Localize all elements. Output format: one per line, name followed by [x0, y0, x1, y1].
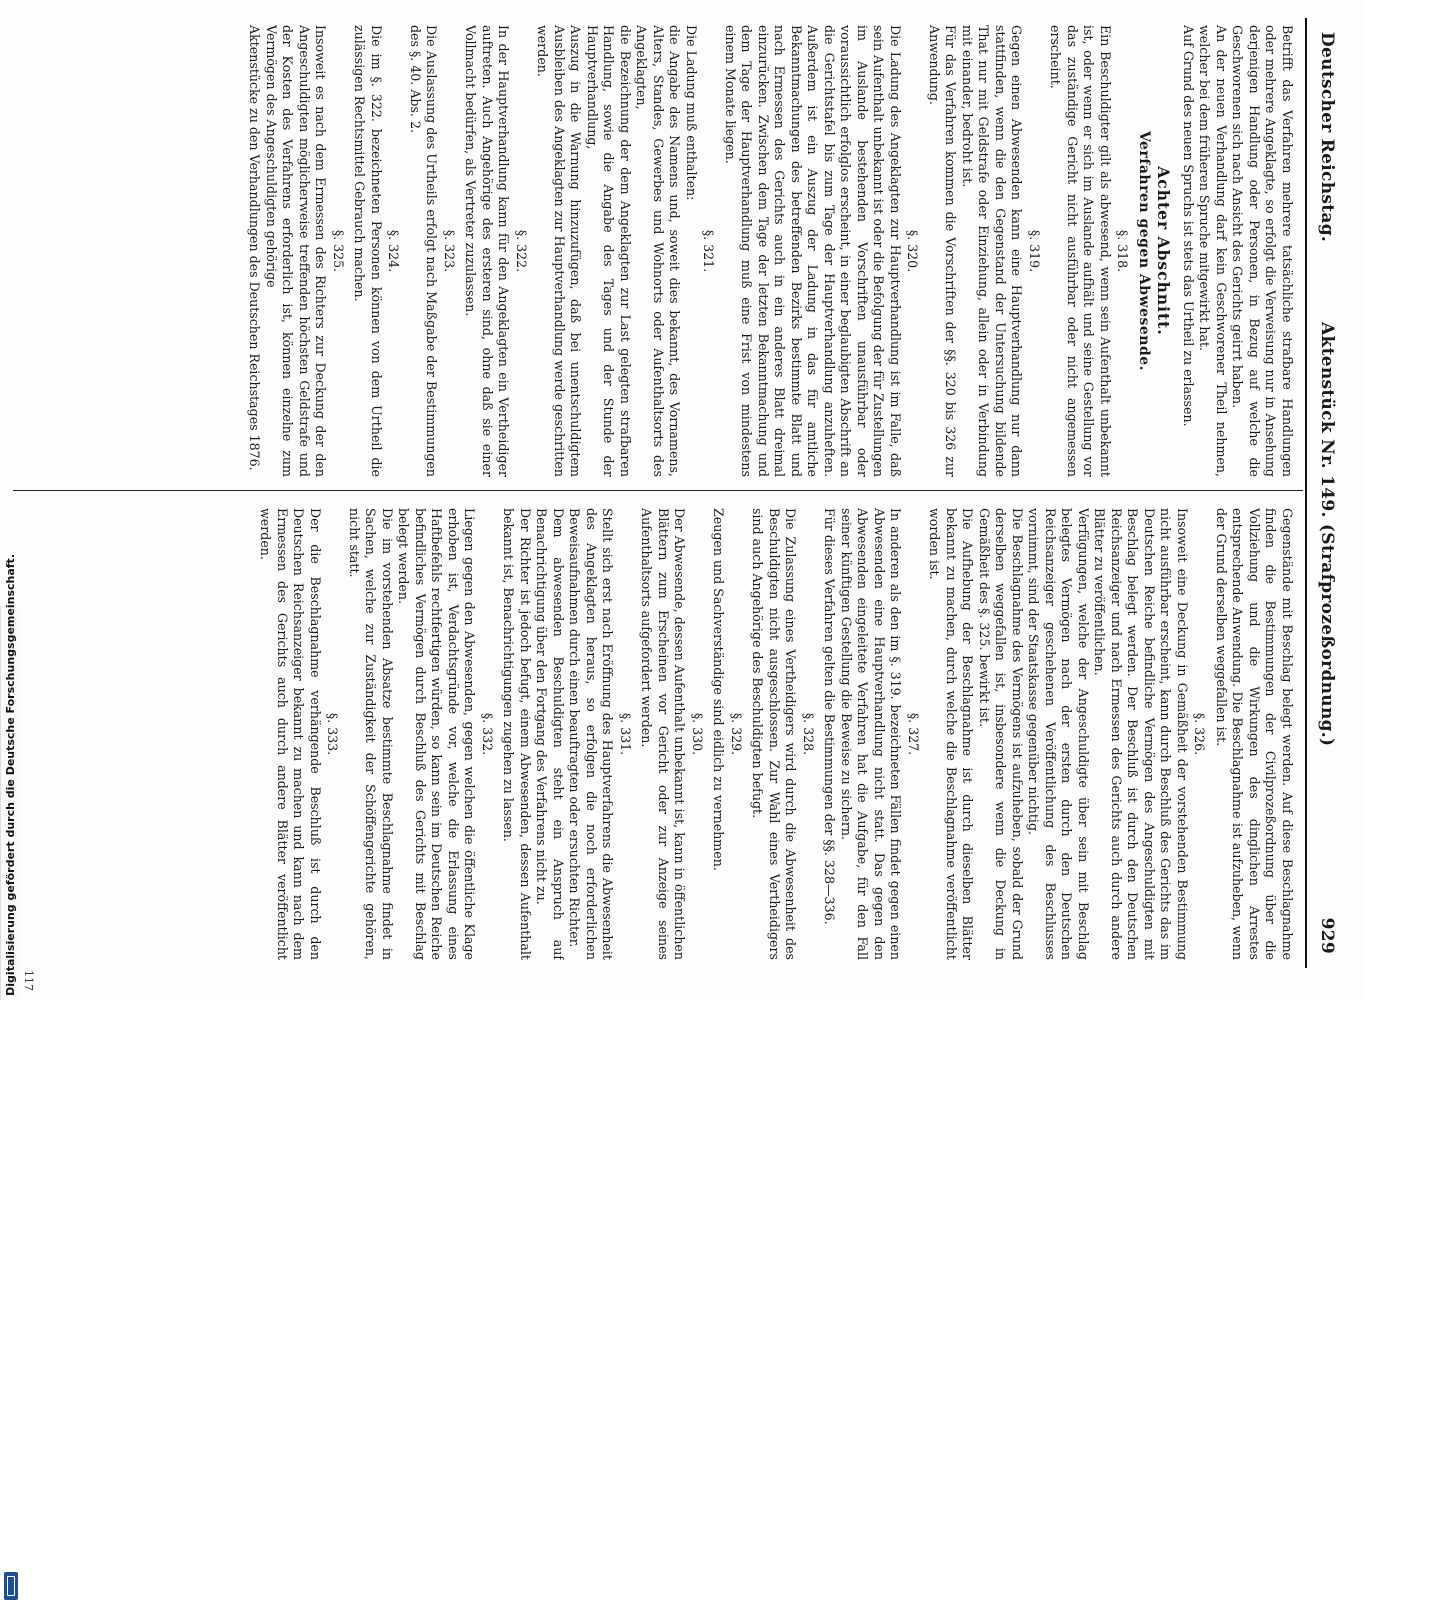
left-paragraph: Auf Grund des neuen Spruchs ist stets das Urtheil zu erlassen.: [1181, 25, 1196, 427]
dfg-logo-icon: [4, 1572, 18, 1600]
left-paragraph: Die Ladung muß enthalten:: [684, 25, 699, 201]
right-paragraph: Dem abwesenden Beschuldigten steht ein Anspruch auf Benachrichtigung über den Fortgang des Verfahrens nicht zu.: [534, 508, 566, 960]
left-section-number: §. 318.: [1115, 229, 1131, 273]
right-paragraph: Die Zulassung eines Vertheidigers wird durch die Abwesenheit des Beschuldigten nicht ausgeschlossen. Zur Wahl eines Vertheidigers sind auch Angehörige des Beschuldigten befugt.: [750, 508, 799, 960]
left-paragraph: Die Auslassung des Urtheils erfolgt nach Maßgabe der Bestimmungen des §. 40. Abs. 2.: [408, 25, 440, 477]
left-paragraph: die Bezeichnung der dem Angeklagten zur Last gelegten strafbaren Handlung, sowie die Angabe des Tages und der Stunde der Hauptverhandlung,: [585, 25, 633, 477]
left-paragraph: Insoweit es nach dem Ermessen des Richters zur Deckung der den Angeschuldigten möglicherweise treffenden höchsten Geldstrafe und der Kosten des Verfahrens erforderlich ist, können einzelne zum Vermögen des Angeschuldigten gehörige: [264, 25, 329, 477]
left-column: [25, 25, 1295, 477]
left-section-heading: Verfahren gegen Abwesende.: [1136, 130, 1152, 372]
left-section-number: §. 319.: [1027, 229, 1042, 273]
left-section-number: §. 324.: [386, 229, 402, 273]
right-paragraph: Die Beschlagnahme des Vermögens ist aufzuheben, sobald der Grund derselben weggefallen ist, insbesondere wenn die Deckung in Gemäßheit des §. 325. bewirkt ist.: [977, 508, 1025, 960]
header-left: Deutscher Reichstag.: [1317, 32, 1337, 243]
left-paragraph: Ein Beschuldigter gilt als abwesend, wenn sein Aufenthalt unbekannt ist, oder wenn er sich im Auslande aufhält und seine Gestellung vor das zuständige Gericht nicht ausführbar oder nicht angemessen erscheint.: [1048, 25, 1113, 477]
left-paragraph: Gegen einen Abwesenden kann eine Hauptverhandlung nur dann stattfinden, wenn die den Gegenstand der Untersuchung bildende That nur mit Geldstrafe oder Einziehung, allein oder in Verbindung mit einander, bedroht ist.: [960, 25, 1025, 477]
right-paragraph: Der die Beschlagnahme verhängende Beschluß ist durch den Deutschen Reichsanzeiger bekannt zu machen und kann nach dem Ermessen des Gerichts auch durch andere Blätter veröffentlicht werden.: [258, 508, 323, 960]
right-column: [25, 508, 1295, 960]
right-section-number: §. 329.: [729, 712, 744, 756]
left-section-number: §. 320.: [905, 229, 921, 273]
left-section-number: §. 322.: [514, 229, 529, 273]
left-paragraph: Die Ladung des Angeklagten zur Hauptverhandlung ist im Falle, daß sein Aufenthalt unbekannt ist oder die Befolgung der für Zustellungen im Auslande bestehenden Vorschriften unausführbar oder voraussichtlich erfolglos erscheint, in einer beglaubigten Abschrift an die Gerichtstafel bis zum Tage der Hauptverhandlung anzuheften. Außerdem ist ein Auszug der Ladung in das für amtliche Bekanntmachungen des betreffenden Bezirks bestimmte Blatt und nach Ermessen des Gerichts auch in ein anderes Blatt dreimal einzurücken. Zwischen dem Tage der letzten Bekanntmachung und dem Tage der Hauptverhandlung muß eine Frist von mindestens einem Monate liegen.: [723, 25, 903, 477]
column-divider: [13, 490, 1303, 491]
right-section-number: §. 330.: [690, 712, 705, 756]
right-paragraph: Insoweit eine Deckung in Gemäßheit der vorstehenden Bestimmung nicht ausführbar erscheint, kann durch Beschluß des Gerichts das im Deutschen Reiche befindliche Vermögen des Angeschuldigten mit Beschlag belegt werden. Der Beschluß ist durch den Deutschen Reichsanzeiger und nach Ermessen des Gerichts auch durch andere Blätter zu veröffentlichen.: [1092, 508, 1190, 960]
right-section-number: §. 332.: [480, 712, 495, 756]
right-paragraph: In anderen als den im §. 319. bezeichneten Fällen findet gegen einen Abwesenden eine Hauptverhandlung nicht statt. Das gegen den Abwesenden eingeleitete Verfahren hat die Aufgabe, für den Fall seiner künftigen Gestellung die Beweise zu sichern.: [839, 508, 904, 960]
right-paragraph: Die Aufhebung der Beschlagnahme ist durch dieselben Blätter bekannt zu machen, durch welche die Beschlagnahme veröffentlicht worden ist.: [927, 508, 976, 960]
right-paragraph: Der Abwesende, dessen Aufenthalt unbekannt ist, kann in öffentlichen Blättern zum Erscheinen vor Gericht oder zur Anzeige seines Aufenthaltsorts aufgefordert werden.: [639, 508, 688, 960]
left-paragraph: Aktenstücke zu den Verhandlungen des Deutschen Reichstages 1876.: [247, 25, 263, 471]
left-paragraph: Betrifft das Verfahren mehrere tatsächliche strafbare Handlungen oder mehrere Angeklagte, so erfolgt die Verweisung nur in Ansehung derjenigen Handlung oder Personen, in Bezug auf welche die Geschworenen sich nach Ansicht des Gerichts geirrt haben.: [1230, 25, 1295, 477]
left-section-heading: Achter Abschnitt.: [1154, 166, 1174, 336]
right-section-number: §. 331.: [618, 712, 633, 756]
right-paragraph: Gegenstände mit Beschlag belegt werden. Auf diese Beschlagnahme finden die Bestimmungen der Civilprozeßordnung über die Vollziehung und die Wirkungen des dinglichen Arrestes entsprechende Anwendung. Die Beschlagnahme ist aufzuheben, wenn der Grund derselben weggefallen ist.: [1214, 508, 1295, 960]
right-paragraph: Liegen gegen den Abwesenden, gegen welchen die öffentliche Klage erhoben ist, Verdachtsgründe vor, welche die Erlassung eines Haftbefehls rechtfertigen würden, so kann sein im Deutschen Reiche befindliches Vermögen durch Beschluß des Gerichts mit Beschlag belegt werden.: [396, 508, 478, 960]
right-paragraph: Zeugen und Sachverständige sind eidlich zu vernehmen.: [711, 508, 727, 871]
digitization-sidebar: [0, 554, 21, 1000]
left-paragraph: An der neuen Verhandlung darf kein Geschworener Theil nehmen, welcher bei dem früheren Spruche mitgewirkt hat.: [1197, 25, 1229, 477]
right-paragraph: Für dieses Verfahren gelten die Bestimmungen der §§. 328—336.: [822, 508, 838, 925]
digitization-credit: Digitalisierung gefördert durch die Deutsche Forschungsgemeinschaft.: [4, 554, 17, 996]
left-paragraph: Auszug in die Warnung hinzuzufügen, daß bei unentschuldigtem Ausbleiben des Angeklagten zur Hauptverhandlung werde geschritten werden.: [535, 25, 584, 477]
right-paragraph: Die im vorstehenden Absatze bestimmte Beschlagnahme findet in Sachen, welche zur Zuständigkeit der Schöffengerichte gehören, nicht statt.: [347, 508, 395, 960]
right-paragraph: Stellt sich erst nach Eröffnung des Hauptverfahrens die Abwesenheit des Angeklagten heraus, so erfolgen die noch erforderlichen Beweisaufnahmen durch einen beauftragten oder ersuchten Richter.: [567, 508, 616, 960]
header-center: Aktenstück Nr. 149. (Strafprozeßordnung.): [1317, 322, 1337, 747]
header-page-number: 929: [1317, 917, 1337, 954]
right-section-number: §. 333.: [325, 712, 341, 756]
page-footer-number: 117: [22, 970, 35, 991]
left-paragraph: In der Hauptverhandlung kann für den Angeklagten ein Vertheidiger auftreten. Auch Angehörige des ersteren sind, ohne daß sie einer Vollmacht bedürfen, als Vertreter zuzulassen.: [463, 25, 512, 477]
right-section-number: §. 328.: [801, 712, 816, 756]
right-section-number: §. 326.: [1192, 712, 1208, 756]
left-section-number: §. 323.: [442, 229, 457, 273]
left-paragraph: Für das Verfahren kommen die Vorschriften der §§. 320 bis 326 zur Anwendung.: [927, 25, 959, 477]
right-paragraph: Der Richter ist jedoch befugt, einem Abwesenden, dessen Aufenthalt bekannt ist, Benachrichtigungen zugehen zu lassen.: [501, 508, 533, 960]
header-rule: [1305, 18, 1307, 968]
right-paragraph: Verfügungen, welche der Angeschuldigte über sein mit Beschlag belegtes Vermögen nach der ersten durch den Deutschen Reichsanzeiger geschehenen Veröffentlichung des Beschlusses vornimmt, sind der Staatskasse gegenüber nichtig.: [1026, 508, 1091, 960]
left-section-number: §. 321.: [701, 229, 717, 273]
left-paragraph: Die im §. 322. bezeichneten Personen können von dem Urtheil die zulässigen Rechtsmittel Gebrauch machen.: [352, 25, 384, 477]
right-section-number: §. 327.: [906, 712, 921, 756]
left-paragraph: die Angabe des Namens und, soweit dies bekannt, des Vornamens, Alters, Standes, Gewerbes und Wohnorts oder Aufenthaltsorts des Angeklagten,: [634, 25, 683, 477]
running-header: [1313, 22, 1337, 962]
left-section-number: §. 325.: [331, 229, 346, 273]
